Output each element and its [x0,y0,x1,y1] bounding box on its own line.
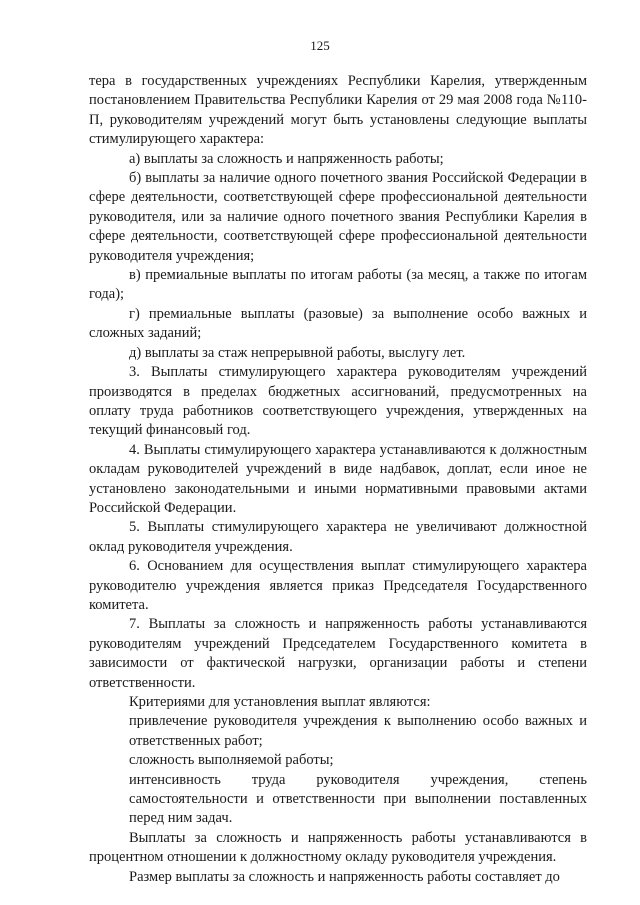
payment-size-paragraph: Размер выплаты за сложность и напряженность работы составляет до [129,868,560,885]
clause-7: 7. Выплаты за сложность и напряженность работы устанавливаются руководителям учреждений Председателем Государственного комитета в зависимости от фактической нагрузки, организации работы и степени ответственности. [89,616,587,691]
clause-3: 3. Выплаты стимулирующего характера руководителям учреждений производятся в пределах бюджетных ассигнований, предусмотренных на оплату труда работников соответствующего учреждения, утвержденных на текущий финансовый год. [89,364,587,439]
criterion-2: сложность выполняемой работы; [129,752,334,769]
clause-5: 5. Выплаты стимулирующего характера не увеличивают должностной оклад руководителя учреждения. [89,519,587,555]
clause-4: 4. Выплаты стимулирующего характера устанавливаются к должностным окладам руководителей учреждений в виде надбавок, доплат, если иное не установлено законодательными и иными нормативными правовыми актами Российской Федерации. [89,441,587,516]
list-item-d: д) выплаты за стаж непрерывной работы, выслугу лет. [129,344,466,361]
criterion-3: интенсивность труда руководителя учреждения, степень самостоятельности и ответственности при выполнении поставленных перед ним задач. [129,771,587,827]
clause-6: 6. Основанием для осуществления выплат стимулирующего характера руководителю учреждения является приказ Председателя Государственного комитета. [89,558,587,613]
paragraph-continuation: тера в государственных учреждениях Республики Карелия, утвержденным постановлением Правительства Республики Карелия от 29 мая 2008 года №110-П, руководителям учреждений могут быть установлены следующие выплаты стимулирующего характера: [89,73,587,148]
list-item-g: г) премиальные выплаты (разовые) за выполнение особо важных и сложных заданий; [89,305,587,342]
list-item-a: а) выплаты за сложность и напряженность работы; [129,150,444,167]
criteria-heading: Критериями для установления выплат являются: [129,694,431,710]
payment-percentage-paragraph: Выплаты за сложность и напряженность работы устанавливаются в процентном отношении к должностному окладу руководителя учреждения. [89,829,587,866]
criterion-1: привлечение руководителя учреждения к выполнению особо важных и ответственных работ; [129,713,587,749]
list-item-b: б) выплаты за наличие одного почетного звания Российской Федерации в сфере деятельности, соответствующей сфере профессиональной деятельности руководителя, или за наличие одного почетного звания Республики Карелия в сфере деятельности, соответствующей сфере профессиональной деятельности руководителя учреждения; [89,170,587,264]
document-body [89,72,587,887]
page-number: 125 [310,38,330,53]
list-item-v: в) премиальные выплаты по итогам работы (за месяц, а также по итогам года); [89,267,587,303]
